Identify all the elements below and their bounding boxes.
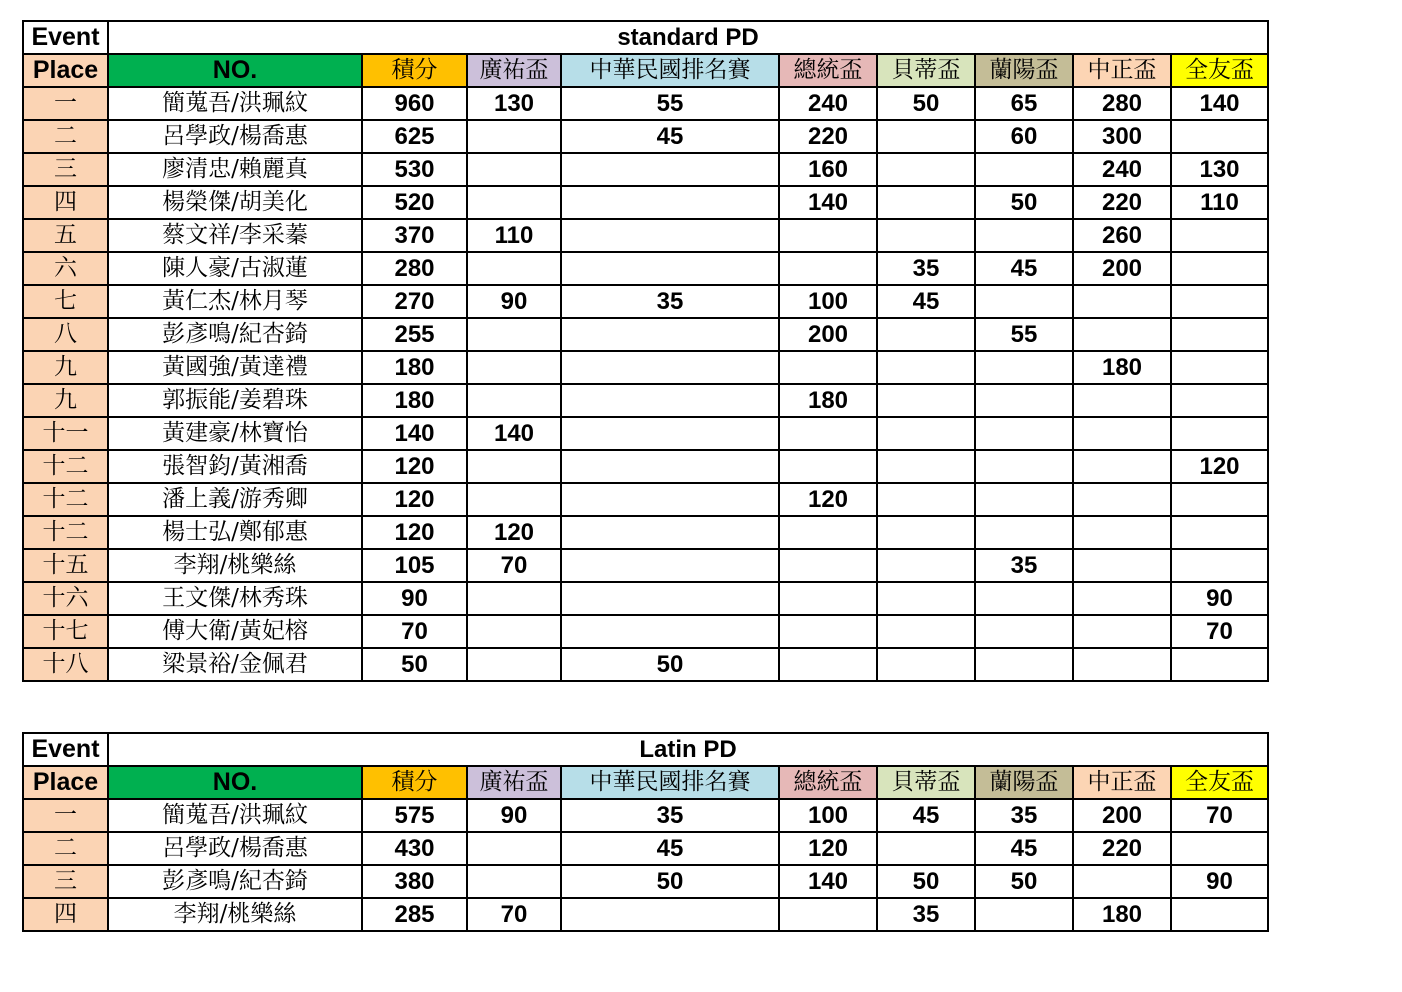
place-cell: 十二 xyxy=(23,450,108,483)
score-cell: 90 xyxy=(1171,582,1268,615)
no-label: NO. xyxy=(108,766,362,799)
score-cell: 50 xyxy=(877,87,975,120)
pair-name-cell: 彭彥鳴/紀杏錡 xyxy=(108,318,362,351)
score-cell xyxy=(561,318,779,351)
score-cell xyxy=(1073,384,1171,417)
score-cell xyxy=(467,186,561,219)
score-cell xyxy=(1171,219,1268,252)
score-cell: 35 xyxy=(877,252,975,285)
score-cell: 50 xyxy=(975,865,1073,898)
score-cell: 70 xyxy=(467,898,561,931)
score-cell: 50 xyxy=(877,865,975,898)
total-score-cell: 120 xyxy=(362,483,467,516)
score-cell xyxy=(877,648,975,681)
score-cell xyxy=(779,450,877,483)
score-cell xyxy=(1171,549,1268,582)
table-row xyxy=(23,582,1268,615)
score-cell xyxy=(877,615,975,648)
place-cell: 六 xyxy=(23,252,108,285)
table-row xyxy=(23,549,1268,582)
score-cell: 45 xyxy=(975,832,1073,865)
table-row xyxy=(23,450,1268,483)
table-row xyxy=(23,648,1268,681)
table-row xyxy=(23,799,1268,832)
score-cell: 140 xyxy=(779,865,877,898)
total-score-cell: 370 xyxy=(362,219,467,252)
score-cell xyxy=(561,582,779,615)
score-cell xyxy=(561,898,779,931)
header-row xyxy=(23,54,1268,87)
score-cell: 35 xyxy=(561,799,779,832)
table-row xyxy=(23,318,1268,351)
table-row xyxy=(23,832,1268,865)
total-score-cell: 180 xyxy=(362,384,467,417)
score-cell: 55 xyxy=(975,318,1073,351)
pair-name-cell: 蔡文祥/李采蓁 xyxy=(108,219,362,252)
score-cell: 110 xyxy=(467,219,561,252)
score-cell xyxy=(1073,549,1171,582)
score-cell: 70 xyxy=(1171,615,1268,648)
score-cell xyxy=(877,384,975,417)
place-cell: 十二 xyxy=(23,483,108,516)
place-cell: 九 xyxy=(23,351,108,384)
total-score-cell: 255 xyxy=(362,318,467,351)
total-score-cell: 285 xyxy=(362,898,467,931)
score-cell xyxy=(1171,351,1268,384)
score-cell: 120 xyxy=(467,516,561,549)
total-score-cell: 140 xyxy=(362,417,467,450)
total-score-cell: 625 xyxy=(362,120,467,153)
score-cell xyxy=(467,582,561,615)
score-cell xyxy=(1073,417,1171,450)
table-title: standard PD xyxy=(108,21,1268,54)
place-cell: 三 xyxy=(23,153,108,186)
score-cell xyxy=(561,450,779,483)
place-cell: 一 xyxy=(23,799,108,832)
score-cell xyxy=(779,516,877,549)
score-cell xyxy=(877,483,975,516)
score-cell: 70 xyxy=(1171,799,1268,832)
score-cell xyxy=(877,450,975,483)
column-header: 中正盃 xyxy=(1073,766,1171,799)
score-cell xyxy=(779,898,877,931)
place-cell: 七 xyxy=(23,285,108,318)
table-row xyxy=(23,219,1268,252)
pair-name-cell: 楊榮傑/胡美化 xyxy=(108,186,362,219)
table-row xyxy=(23,865,1268,898)
score-cell: 60 xyxy=(975,120,1073,153)
score-cell: 65 xyxy=(975,87,1073,120)
score-cell xyxy=(1073,483,1171,516)
pair-name-cell: 黃仁杰/林月琴 xyxy=(108,285,362,318)
column-header: 積分 xyxy=(362,766,467,799)
score-cell xyxy=(779,648,877,681)
score-cell: 90 xyxy=(1171,865,1268,898)
score-cell xyxy=(1073,450,1171,483)
score-cell xyxy=(877,516,975,549)
score-cell xyxy=(877,832,975,865)
score-cell: 130 xyxy=(1171,153,1268,186)
total-score-cell: 90 xyxy=(362,582,467,615)
score-cell xyxy=(561,219,779,252)
score-cell xyxy=(467,120,561,153)
event-label: Event xyxy=(23,21,108,54)
place-cell: 十五 xyxy=(23,549,108,582)
score-cell xyxy=(1073,615,1171,648)
place-cell: 一 xyxy=(23,87,108,120)
table-row xyxy=(23,516,1268,549)
column-header: 積分 xyxy=(362,54,467,87)
score-cell: 45 xyxy=(975,252,1073,285)
score-cell xyxy=(561,351,779,384)
score-cell xyxy=(467,832,561,865)
table-row xyxy=(23,186,1268,219)
score-cell xyxy=(467,483,561,516)
score-cell xyxy=(975,417,1073,450)
place-cell: 十一 xyxy=(23,417,108,450)
pair-name-cell: 彭彥鳴/紀杏錡 xyxy=(108,865,362,898)
score-cell: 240 xyxy=(779,87,877,120)
score-cell xyxy=(877,582,975,615)
score-cell xyxy=(877,351,975,384)
score-cell xyxy=(1171,285,1268,318)
score-cell xyxy=(1171,648,1268,681)
place-cell: 九 xyxy=(23,384,108,417)
total-score-cell: 520 xyxy=(362,186,467,219)
column-header: 總統盃 xyxy=(779,54,877,87)
score-cell xyxy=(561,384,779,417)
no-label: NO. xyxy=(108,54,362,87)
score-cell: 45 xyxy=(561,120,779,153)
column-header: 全友盃 xyxy=(1171,54,1268,87)
score-cell xyxy=(1073,582,1171,615)
score-cell: 120 xyxy=(1171,450,1268,483)
score-cell xyxy=(561,252,779,285)
score-cell: 45 xyxy=(877,285,975,318)
score-cell xyxy=(779,549,877,582)
score-cell xyxy=(877,120,975,153)
score-cell xyxy=(467,153,561,186)
place-cell: 二 xyxy=(23,120,108,153)
score-cell: 200 xyxy=(1073,252,1171,285)
table-row xyxy=(23,483,1268,516)
score-cell xyxy=(779,219,877,252)
score-cell: 220 xyxy=(1073,186,1171,219)
score-cell: 100 xyxy=(779,799,877,832)
score-cell xyxy=(467,865,561,898)
score-cell xyxy=(877,549,975,582)
score-cell: 200 xyxy=(779,318,877,351)
score-cell xyxy=(975,285,1073,318)
table-row xyxy=(23,153,1268,186)
score-cell: 35 xyxy=(975,799,1073,832)
score-cell xyxy=(975,384,1073,417)
score-cell xyxy=(779,417,877,450)
score-cell: 220 xyxy=(1073,832,1171,865)
score-cell: 35 xyxy=(877,898,975,931)
score-cell: 180 xyxy=(1073,898,1171,931)
score-cell xyxy=(561,549,779,582)
score-cell: 35 xyxy=(561,285,779,318)
pair-name-cell: 傅大衛/黃妃榕 xyxy=(108,615,362,648)
score-cell xyxy=(975,450,1073,483)
table-row xyxy=(23,384,1268,417)
pair-name-cell: 廖清忠/賴麗真 xyxy=(108,153,362,186)
score-cell: 90 xyxy=(467,285,561,318)
score-cell xyxy=(561,483,779,516)
score-cell xyxy=(779,615,877,648)
score-cell xyxy=(1073,516,1171,549)
score-cell xyxy=(467,252,561,285)
column-header: 總統盃 xyxy=(779,766,877,799)
score-cell xyxy=(561,186,779,219)
total-score-cell: 70 xyxy=(362,615,467,648)
event-label: Event xyxy=(23,733,108,766)
score-cell xyxy=(975,615,1073,648)
score-cell xyxy=(779,252,877,285)
total-score-cell: 430 xyxy=(362,832,467,865)
place-label: Place xyxy=(23,54,108,87)
score-cell xyxy=(467,351,561,384)
score-cell: 220 xyxy=(779,120,877,153)
place-cell: 四 xyxy=(23,186,108,219)
score-cell: 160 xyxy=(779,153,877,186)
pair-name-cell: 黃國強/黃達禮 xyxy=(108,351,362,384)
place-cell: 十二 xyxy=(23,516,108,549)
pair-name-cell: 梁景裕/金佩君 xyxy=(108,648,362,681)
total-score-cell: 50 xyxy=(362,648,467,681)
score-cell xyxy=(975,153,1073,186)
pair-name-cell: 李翔/桃樂絲 xyxy=(108,549,362,582)
pair-name-cell: 潘上義/游秀卿 xyxy=(108,483,362,516)
score-cell: 280 xyxy=(1073,87,1171,120)
score-cell xyxy=(877,186,975,219)
place-cell: 十七 xyxy=(23,615,108,648)
column-header: 貝蒂盃 xyxy=(877,54,975,87)
score-cell: 180 xyxy=(779,384,877,417)
total-score-cell: 530 xyxy=(362,153,467,186)
place-cell: 十八 xyxy=(23,648,108,681)
score-cell xyxy=(975,898,1073,931)
score-cell xyxy=(975,516,1073,549)
event-row xyxy=(23,21,1268,54)
table-row xyxy=(23,615,1268,648)
column-header: 廣祐盃 xyxy=(467,766,561,799)
score-cell xyxy=(1171,120,1268,153)
score-cell xyxy=(779,351,877,384)
place-cell: 四 xyxy=(23,898,108,931)
total-score-cell: 180 xyxy=(362,351,467,384)
table-row xyxy=(23,87,1268,120)
score-cell xyxy=(779,582,877,615)
event-row xyxy=(23,733,1268,766)
pair-name-cell: 黃建豪/林寶怡 xyxy=(108,417,362,450)
score-cell xyxy=(975,648,1073,681)
pair-name-cell: 陳人豪/古淑蓮 xyxy=(108,252,362,285)
header-row xyxy=(23,766,1268,799)
table-row xyxy=(23,285,1268,318)
column-header: 中華民國排名賽 xyxy=(561,766,779,799)
score-cell xyxy=(561,417,779,450)
score-cell: 100 xyxy=(779,285,877,318)
score-cell xyxy=(467,318,561,351)
score-cell: 300 xyxy=(1073,120,1171,153)
score-cell xyxy=(1073,285,1171,318)
latin-pd-table xyxy=(22,732,1269,932)
place-cell: 十六 xyxy=(23,582,108,615)
score-cell: 90 xyxy=(467,799,561,832)
score-cell: 70 xyxy=(467,549,561,582)
pair-name-cell: 呂學政/楊喬惠 xyxy=(108,832,362,865)
score-cell xyxy=(975,219,1073,252)
total-score-cell: 575 xyxy=(362,799,467,832)
score-cell: 120 xyxy=(779,832,877,865)
score-cell: 110 xyxy=(1171,186,1268,219)
score-cell xyxy=(1171,898,1268,931)
column-header: 蘭陽盃 xyxy=(975,54,1073,87)
place-label: Place xyxy=(23,766,108,799)
score-cell xyxy=(561,615,779,648)
score-cell xyxy=(1171,252,1268,285)
score-cell: 130 xyxy=(467,87,561,120)
score-cell xyxy=(877,318,975,351)
score-cell: 45 xyxy=(877,799,975,832)
score-cell: 45 xyxy=(561,832,779,865)
score-cell: 55 xyxy=(561,87,779,120)
total-score-cell: 960 xyxy=(362,87,467,120)
score-cell xyxy=(1073,648,1171,681)
score-cell xyxy=(877,219,975,252)
score-cell xyxy=(1171,417,1268,450)
place-cell: 二 xyxy=(23,832,108,865)
score-cell xyxy=(975,483,1073,516)
score-cell: 200 xyxy=(1073,799,1171,832)
score-cell xyxy=(1171,832,1268,865)
score-cell: 240 xyxy=(1073,153,1171,186)
score-cell xyxy=(1073,865,1171,898)
score-cell xyxy=(1171,384,1268,417)
place-cell: 五 xyxy=(23,219,108,252)
column-header: 蘭陽盃 xyxy=(975,766,1073,799)
score-cell: 50 xyxy=(561,648,779,681)
score-cell xyxy=(877,417,975,450)
pair-name-cell: 王文傑/林秀珠 xyxy=(108,582,362,615)
score-cell xyxy=(467,384,561,417)
table-row xyxy=(23,417,1268,450)
pair-name-cell: 張智鈞/黃湘喬 xyxy=(108,450,362,483)
score-cell: 50 xyxy=(561,865,779,898)
score-cell xyxy=(1073,318,1171,351)
total-score-cell: 280 xyxy=(362,252,467,285)
score-cell: 35 xyxy=(975,549,1073,582)
score-cell: 140 xyxy=(1171,87,1268,120)
total-score-cell: 270 xyxy=(362,285,467,318)
column-header: 中正盃 xyxy=(1073,54,1171,87)
table-row xyxy=(23,351,1268,384)
place-cell: 八 xyxy=(23,318,108,351)
score-cell xyxy=(975,351,1073,384)
score-cell: 260 xyxy=(1073,219,1171,252)
table-row xyxy=(23,252,1268,285)
standard-pd-table xyxy=(22,20,1269,682)
score-cell xyxy=(1171,516,1268,549)
score-cell: 140 xyxy=(467,417,561,450)
pair-name-cell: 簡蒐吾/洪珮紋 xyxy=(108,799,362,832)
pair-name-cell: 簡蒐吾/洪珮紋 xyxy=(108,87,362,120)
score-cell xyxy=(467,450,561,483)
table-title: Latin PD xyxy=(108,733,1268,766)
score-cell: 50 xyxy=(975,186,1073,219)
score-cell: 120 xyxy=(779,483,877,516)
place-cell: 三 xyxy=(23,865,108,898)
score-cell xyxy=(561,516,779,549)
table-row xyxy=(23,120,1268,153)
score-cell: 140 xyxy=(779,186,877,219)
pair-name-cell: 呂學政/楊喬惠 xyxy=(108,120,362,153)
column-header: 貝蒂盃 xyxy=(877,766,975,799)
score-cell xyxy=(1171,318,1268,351)
score-cell xyxy=(1171,483,1268,516)
total-score-cell: 120 xyxy=(362,450,467,483)
pair-name-cell: 李翔/桃樂絲 xyxy=(108,898,362,931)
score-cell: 180 xyxy=(1073,351,1171,384)
total-score-cell: 120 xyxy=(362,516,467,549)
score-cell xyxy=(467,648,561,681)
pair-name-cell: 郭振能/姜碧珠 xyxy=(108,384,362,417)
column-header: 廣祐盃 xyxy=(467,54,561,87)
total-score-cell: 105 xyxy=(362,549,467,582)
column-header: 全友盃 xyxy=(1171,766,1268,799)
score-cell xyxy=(561,153,779,186)
pair-name-cell: 楊士弘/鄭郁惠 xyxy=(108,516,362,549)
score-cell xyxy=(877,153,975,186)
table-row xyxy=(23,898,1268,931)
score-cell xyxy=(467,615,561,648)
column-header: 中華民國排名賽 xyxy=(561,54,779,87)
score-cell xyxy=(975,582,1073,615)
total-score-cell: 380 xyxy=(362,865,467,898)
